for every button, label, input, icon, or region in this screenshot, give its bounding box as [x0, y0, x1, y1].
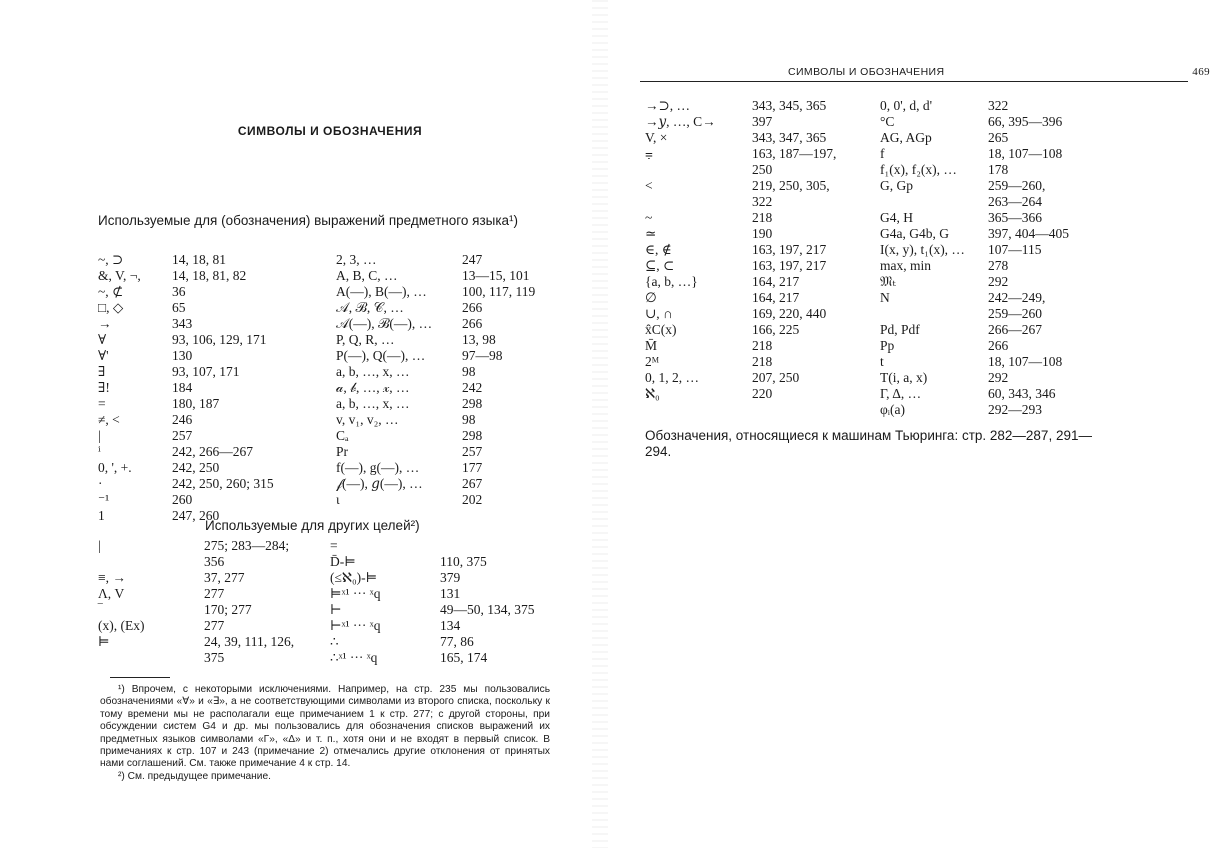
index-entry — [336, 428, 535, 444]
intro-text: Используемые для (обозначения) выражений предметного языка¹) — [98, 213, 519, 228]
entry-pages: 343, 345, 365 — [752, 98, 827, 113]
index-entry — [336, 476, 535, 492]
entry-pages: 278 — [988, 258, 1009, 273]
entry-symbol: ≃ — [645, 226, 657, 241]
index-entry — [880, 306, 1069, 322]
entry-symbol: M̄ — [645, 338, 658, 353]
turing-note: Обозначения, относящиеся к машинам Тьюринга: стр. 282—287, 291—294. — [645, 428, 1092, 459]
index-entry — [645, 162, 836, 178]
index-entry — [98, 586, 294, 602]
index-entry — [336, 332, 535, 348]
entry-pages: 218 — [752, 338, 773, 353]
entry-symbol: ⊆, ⊂ — [645, 258, 675, 273]
index-entry — [880, 162, 1069, 178]
index-entry — [336, 268, 535, 284]
index-entry — [330, 634, 535, 650]
right-page — [600, 0, 1210, 848]
entry-pages: 98 — [462, 412, 476, 427]
entry-pages: 343 — [172, 316, 193, 331]
symbol-column-2 — [336, 252, 535, 508]
entry-pages: 93, 106, 129, 171 — [172, 332, 267, 347]
left-page — [0, 0, 600, 848]
index-entry — [336, 492, 535, 508]
symbol-column-4 — [330, 538, 535, 666]
entry-pages: 247, 260 — [172, 508, 220, 523]
index-entry — [330, 602, 535, 618]
index-entry — [98, 538, 294, 554]
entry-pages: 37, 277 — [204, 570, 245, 585]
entry-symbol: P(—), Q(—), … — [336, 348, 426, 363]
entry-symbol: f — [880, 146, 885, 161]
symbol-column-5 — [645, 98, 836, 402]
entry-pages: 322 — [752, 194, 773, 209]
index-entry — [98, 602, 294, 618]
entry-pages: 263—264 — [988, 194, 1042, 209]
entry-pages: 190 — [752, 226, 773, 241]
entry-pages: 397, 404—405 — [988, 226, 1069, 241]
index-entry — [330, 650, 535, 666]
entry-symbol: v, v₁, v₂, … — [336, 412, 399, 427]
index-entry — [645, 338, 836, 354]
entry-pages: 298 — [462, 396, 483, 411]
entry-symbol: &, V, ¬, — [98, 268, 141, 283]
header-rule — [640, 81, 1188, 82]
entry-symbol: ≡, → — [98, 570, 126, 585]
entry-symbol: 0, 1, 2, … — [645, 370, 699, 385]
entry-symbol: → — [98, 316, 112, 331]
entry-symbol: ⊢ˣ¹ ··· ˣq — [330, 618, 381, 633]
entry-symbol: A(—), B(—), … — [336, 284, 427, 299]
index-entry — [880, 354, 1069, 370]
index-entry — [98, 252, 274, 268]
entry-symbol: ⁱ — [98, 444, 101, 459]
entry-symbol: ∃! — [98, 380, 110, 395]
entry-symbol: D̄-⊨ — [330, 554, 356, 569]
entry-symbol: →𝑦, …, C→ — [645, 114, 716, 129]
entry-symbol: □, ◇ — [98, 300, 124, 315]
entry-pages: 275; 283—284; — [204, 538, 290, 553]
index-entry — [645, 354, 836, 370]
entry-symbol: Γ, Δ, … — [880, 386, 922, 401]
index-entry — [645, 98, 836, 114]
entry-pages: 18, 107—108 — [988, 146, 1063, 161]
running-header — [750, 66, 1210, 80]
symbol-column-1 — [98, 252, 274, 524]
entry-pages: 219, 250, 305, — [752, 178, 830, 193]
index-entry — [98, 348, 274, 364]
entry-symbol: a, b, …, x, … — [336, 396, 410, 411]
entry-pages: 49—50, 134, 375 — [440, 602, 535, 617]
entry-pages: 13—15, 101 — [462, 268, 530, 283]
entry-pages: 170; 277 — [204, 602, 252, 617]
index-entry — [330, 618, 535, 634]
entry-pages: 164, 217 — [752, 290, 800, 305]
footnote-rule — [110, 677, 170, 678]
index-entry — [645, 322, 836, 338]
entry-pages: 242—249, — [988, 290, 1046, 305]
entry-pages: 265 — [988, 130, 1009, 145]
index-entry — [98, 554, 294, 570]
entry-symbol: {a, b, …} — [645, 274, 698, 289]
index-entry — [880, 386, 1069, 402]
entry-symbol: (x), (Ex) — [98, 618, 145, 633]
entry-pages: 365—366 — [988, 210, 1042, 225]
index-entry — [330, 586, 535, 602]
entry-pages: 343, 347, 365 — [752, 130, 827, 145]
entry-symbol: ∴ — [330, 634, 339, 649]
index-entry — [880, 178, 1069, 194]
index-entry — [880, 370, 1069, 386]
index-entry — [336, 364, 535, 380]
entry-symbol: °C — [880, 114, 895, 129]
entry-symbol: (≤ℵ₀)-⊨ — [330, 570, 378, 585]
index-entry — [880, 194, 1069, 210]
entry-pages: 207, 250 — [752, 370, 800, 385]
entry-pages: 242 — [462, 380, 483, 395]
index-entry — [880, 258, 1069, 274]
index-entry — [645, 210, 836, 226]
entry-pages: 266 — [462, 316, 483, 331]
entry-pages: 131 — [440, 586, 461, 601]
entry-pages: 65 — [172, 300, 186, 315]
entry-symbol: ∀ — [98, 332, 107, 347]
entry-symbol: x̂C(x) — [645, 322, 677, 337]
entry-pages: 292 — [988, 370, 1009, 385]
index-entry — [98, 412, 274, 428]
index-entry — [880, 322, 1069, 338]
entry-pages: 247 — [462, 252, 483, 267]
index-entry — [98, 476, 274, 492]
entry-pages: 93, 107, 171 — [172, 364, 240, 379]
entry-pages: 163, 197, 217 — [752, 242, 827, 257]
entry-symbol: a, b, …, x, … — [336, 364, 410, 379]
index-entry — [645, 194, 836, 210]
entry-pages: 266—267 — [988, 322, 1042, 337]
entry-symbol: V, × — [645, 130, 668, 145]
index-entry — [98, 396, 274, 412]
index-entry — [98, 570, 294, 586]
entry-symbol: f₁(x), f₂(x), … — [880, 162, 957, 177]
entry-symbol: →⊃, … — [645, 98, 691, 113]
entry-symbol: 0, ', +. — [98, 460, 132, 475]
index-entry — [98, 300, 274, 316]
entry-symbol: < — [645, 178, 653, 193]
entry-symbol: ~ — [645, 210, 653, 225]
entry-symbol: ∪, ∩ — [645, 306, 673, 321]
index-entry — [336, 380, 535, 396]
entry-pages: 322 — [988, 98, 1009, 113]
entry-pages: 178 — [988, 162, 1009, 177]
entry-pages: 260 — [172, 492, 193, 507]
entry-pages: 266 — [988, 338, 1009, 353]
entry-symbol: ∅ — [645, 290, 657, 305]
index-entry — [880, 338, 1069, 354]
index-entry — [336, 444, 535, 460]
entry-symbol: Pr — [336, 444, 349, 459]
entry-symbol: 1 — [98, 508, 105, 523]
entry-pages: 165, 174 — [440, 650, 488, 665]
entry-symbol: G4, H — [880, 210, 913, 225]
entry-pages: 298 — [462, 428, 483, 443]
index-entry — [645, 146, 836, 162]
entry-symbol: Cₐ — [336, 428, 349, 443]
index-entry — [98, 428, 274, 444]
entry-pages: 97—98 — [462, 348, 503, 363]
index-entry — [336, 284, 535, 300]
index-entry — [880, 210, 1069, 226]
page-title: СИМВОЛЫ И ОБОЗНАЧЕНИЯ — [237, 124, 423, 138]
entry-symbol: ∈, ∉ — [645, 242, 672, 257]
entry-symbol: 𝒶, 𝒷, …, 𝓍, … — [336, 380, 410, 395]
entry-symbol: N — [880, 290, 890, 305]
entry-pages: 60, 343, 346 — [988, 386, 1056, 401]
entry-pages: 180, 187 — [172, 396, 220, 411]
entry-pages: 14, 18, 81 — [172, 252, 226, 267]
entry-symbol: Pd, Pdf — [880, 322, 920, 337]
index-entry — [330, 554, 535, 570]
entry-pages: 242, 266—267 — [172, 444, 253, 459]
index-entry — [880, 226, 1069, 242]
entry-symbol: Λ, V — [98, 586, 125, 601]
entry-symbol: ⁻¹ — [98, 492, 110, 507]
entry-symbol: AG, AGp — [880, 130, 932, 145]
index-entry — [98, 444, 274, 460]
entry-symbol: ~, ⊃ — [98, 252, 124, 267]
index-entry — [645, 130, 836, 146]
entry-symbol: T(i, a, x) — [880, 370, 928, 385]
entry-pages: 220 — [752, 386, 773, 401]
section-subheading: Используемые для других целей²) — [205, 518, 420, 533]
symbol-column-3 — [98, 538, 294, 666]
entry-symbol: | — [98, 428, 101, 443]
entry-symbol: 𝒜(—), ℬ(—), … — [336, 316, 433, 331]
index-entry — [98, 380, 274, 396]
entry-pages: 266 — [462, 300, 483, 315]
entry-pages: 66, 395—396 — [988, 114, 1063, 129]
entry-symbol: f(—), g(—), … — [336, 460, 420, 475]
index-entry — [645, 258, 836, 274]
entry-symbol: ∀' — [98, 348, 109, 363]
entry-pages: 375 — [204, 650, 225, 665]
index-entry — [645, 370, 836, 386]
entry-symbol: ι — [336, 492, 340, 507]
index-entry — [98, 460, 274, 476]
index-entry — [336, 300, 535, 316]
entry-symbol: G, Gp — [880, 178, 913, 193]
entry-symbol: ∃ — [98, 364, 106, 379]
entry-pages: 164, 217 — [752, 274, 800, 289]
entry-pages: 130 — [172, 348, 193, 363]
entry-pages: 292—293 — [988, 402, 1042, 417]
entry-pages: 36 — [172, 284, 186, 299]
index-entry — [880, 130, 1069, 146]
index-entry — [98, 634, 294, 650]
entry-pages: 379 — [440, 570, 461, 585]
index-entry — [645, 178, 836, 194]
entry-pages: 177 — [462, 460, 483, 475]
header-title: СИМВОЛЫ И ОБОЗНАЧЕНИЯ — [788, 66, 945, 78]
entry-symbol: Pp — [880, 338, 895, 353]
entry-symbol: ‾ — [98, 602, 103, 617]
entry-pages: 14, 18, 81, 82 — [172, 268, 247, 283]
entry-pages: 356 — [204, 554, 225, 569]
entry-pages: 77, 86 — [440, 634, 474, 649]
index-entry — [330, 538, 535, 554]
entry-pages: 257 — [462, 444, 483, 459]
index-entry — [645, 226, 836, 242]
index-entry — [336, 396, 535, 412]
index-entry — [98, 618, 294, 634]
entry-symbol: 2ᴹ — [645, 354, 660, 369]
entry-symbol: max, min — [880, 258, 931, 273]
entry-pages: 277 — [204, 586, 225, 601]
entry-pages: 166, 225 — [752, 322, 800, 337]
index-entry — [645, 306, 836, 322]
entry-symbol: = — [98, 396, 106, 411]
index-entry — [880, 146, 1069, 162]
index-entry — [880, 98, 1069, 114]
index-entry — [336, 460, 535, 476]
index-entry — [98, 284, 274, 300]
entry-pages: 292 — [988, 274, 1009, 289]
index-entry — [880, 114, 1069, 130]
entry-symbol: | — [98, 538, 101, 553]
entry-pages: 397 — [752, 114, 773, 129]
entry-pages: 184 — [172, 380, 193, 395]
entry-symbol: ∴ˣ¹ ··· ˣq — [330, 650, 378, 665]
entry-pages: 163, 197, 217 — [752, 258, 827, 273]
entry-pages: 110, 375 — [440, 554, 487, 569]
entry-symbol: I(x, y), t₁(x), … — [880, 242, 965, 257]
index-entry — [98, 492, 274, 508]
index-entry — [645, 242, 836, 258]
entry-symbol: 𝒜, ℬ, 𝒞, … — [336, 300, 404, 315]
entry-symbol: ⊨ˣ¹ ··· ˣq — [330, 586, 381, 601]
entry-symbol: 2, 3, … — [336, 252, 377, 267]
symbol-column-6 — [880, 98, 1069, 418]
entry-pages: 277 — [204, 618, 225, 633]
entry-pages: 169, 220, 440 — [752, 306, 827, 321]
entry-pages: 218 — [752, 354, 773, 369]
entry-pages: 134 — [440, 618, 461, 633]
entry-symbol: φᵢ(a) — [880, 402, 905, 417]
entry-symbol: ⊢ — [330, 602, 342, 617]
entry-symbol: · — [98, 476, 103, 491]
entry-symbol: ≠, < — [98, 412, 120, 427]
entry-pages: 202 — [462, 492, 483, 507]
entry-symbol: G4a, G4b, G — [880, 226, 949, 241]
index-entry — [330, 570, 535, 586]
entry-pages: 24, 39, 111, 126, — [204, 634, 295, 649]
page-number: 469 — [1192, 66, 1210, 78]
index-entry — [880, 274, 1069, 290]
entry-symbol: P, Q, R, … — [336, 332, 395, 347]
index-entry — [645, 274, 836, 290]
entry-pages: 246 — [172, 412, 193, 427]
entry-pages: 163, 187—197, — [752, 146, 837, 161]
index-entry — [336, 412, 535, 428]
entry-symbol: 𝒻(—), 𝑔(—), … — [336, 476, 423, 491]
index-entry — [98, 364, 274, 380]
index-entry — [336, 316, 535, 332]
index-entry — [98, 268, 274, 284]
entry-pages: 13, 98 — [462, 332, 496, 347]
entry-pages: 242, 250 — [172, 460, 220, 475]
entry-pages: 259—260, — [988, 178, 1046, 193]
index-entry — [645, 290, 836, 306]
index-entry — [98, 650, 294, 666]
index-entry — [880, 242, 1069, 258]
entry-pages: 98 — [462, 364, 476, 379]
entry-pages: 250 — [752, 162, 773, 177]
footnote-2: ²) См. предыдущее примечание. — [118, 770, 271, 782]
entry-pages: 257 — [172, 428, 193, 443]
index-entry — [880, 290, 1069, 306]
index-entry — [98, 332, 274, 348]
index-entry — [880, 402, 1069, 418]
entry-symbol: A, B, C, … — [336, 268, 398, 283]
entry-pages: 267 — [462, 476, 483, 491]
entry-symbol: 𝔐ₜ — [880, 274, 896, 289]
entry-symbol: ~, ⊄ — [98, 284, 124, 299]
entry-pages: 259—260 — [988, 306, 1042, 321]
entry-pages: 100, 117, 119 — [462, 284, 536, 299]
entry-pages: 18, 107—108 — [988, 354, 1063, 369]
entry-symbol: t — [880, 354, 884, 369]
entry-symbol: ℵ₀ — [645, 386, 660, 401]
index-entry — [336, 348, 535, 364]
entry-symbol: ⊨ — [98, 634, 110, 649]
index-entry — [336, 252, 535, 268]
footnote-1: ¹) Впрочем, с некоторыми исключениями. Например, на стр. 235 мы пользовались обозначениями «∀» и «∃», а не соответствующими символами из второго списка, поскольку к тому времени мы не располагали еще примечанием 1 к стр. 277; с другой стороны, при обсуждении систем G4 и др. мы пользовались для обозначения списков выражений их предметных языков символами «Γ», «Δ» и т. п., хотя они и не входят в первый список. В примечаниях к стр. 107 и 243 (примечание 2) отмечались другие отклонения от принятых нами соглашений. См. также примечание 4 к стр. 14. — [100, 684, 550, 770]
entry-symbol: = — [330, 538, 338, 553]
entry-pages: 107—115 — [988, 242, 1042, 257]
entry-pages: 242, 250, 260; 315 — [172, 476, 274, 491]
footnotes — [100, 684, 550, 783]
index-entry — [645, 386, 836, 402]
index-entry — [98, 316, 274, 332]
entry-symbol: ⩦ — [645, 146, 653, 161]
index-entry — [645, 114, 836, 130]
entry-pages: 218 — [752, 210, 773, 225]
entry-symbol: 0, 0', d, d' — [880, 98, 933, 113]
